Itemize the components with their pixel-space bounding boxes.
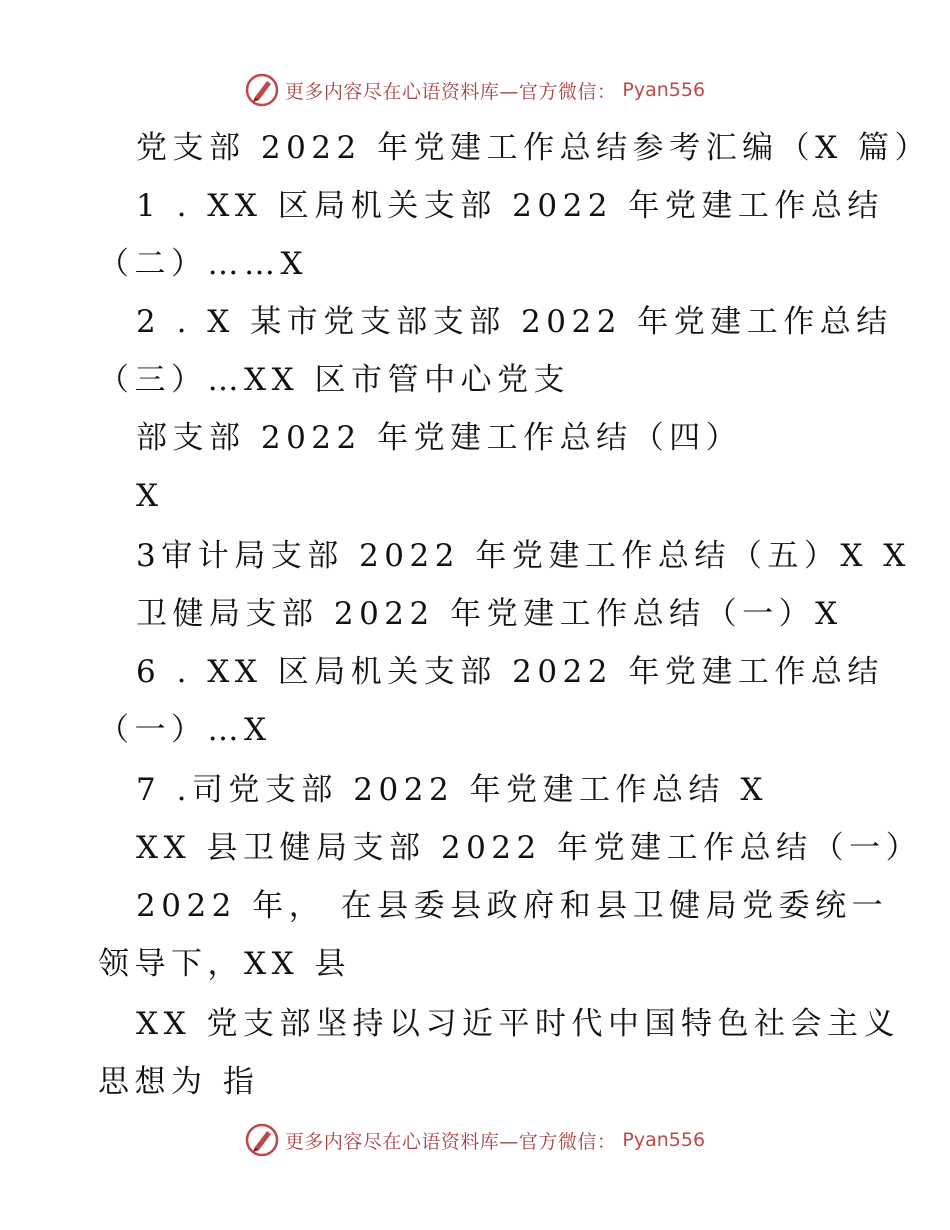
doc-line: XX 县卫健局支部 2022 年党建工作总结（一） <box>136 830 923 866</box>
doc-line: （一）…X <box>98 712 272 748</box>
doc-title: 党支部 2022 年党建工作总结参考汇编（X 篇） <box>136 130 932 166</box>
doc-line: XX 党支部坚持以习近平时代中国特色社会主义 <box>136 1006 900 1042</box>
doc-line: （三）…XX 区市管中心党支 <box>98 362 570 398</box>
pen-logo-icon <box>245 1123 279 1157</box>
doc-line: 6 . XX 区局机关支部 2022 年党建工作总结 <box>136 654 884 690</box>
watermark-handle: Pyan556 <box>622 1129 706 1151</box>
watermark-text: 更多内容尽在心语资料库—官方微信： <box>284 1130 617 1153</box>
doc-line: 2 . X 某市党支部支部 2022 年党建工作总结 <box>136 304 893 340</box>
doc-line: 思想为 指 <box>98 1064 260 1100</box>
doc-line: （二）……X <box>98 246 309 282</box>
footer-watermark <box>0 1120 950 1160</box>
doc-line: X <box>136 478 164 514</box>
doc-line: 3审计局支部 2022 年党建工作总结（五）X X <box>136 538 911 574</box>
watermark-text: 更多内容尽在心语资料库—官方微信： <box>284 80 617 103</box>
doc-line: 部支部 2022 年党建工作总结（四） <box>136 420 743 456</box>
doc-line: 领导下，XX 县 <box>98 946 351 982</box>
doc-line: 卫健局支部 2022 年党建工作总结（一）X <box>136 596 843 632</box>
watermark-handle: Pyan556 <box>622 79 706 101</box>
doc-line: 7 .司党支部 2022 年党建工作总结 X <box>136 772 768 808</box>
doc-line: 1 . XX 区局机关支部 2022 年党建工作总结 <box>136 188 884 224</box>
doc-line: 2022 年， 在县委县政府和县卫健局党委统一 <box>136 888 889 924</box>
